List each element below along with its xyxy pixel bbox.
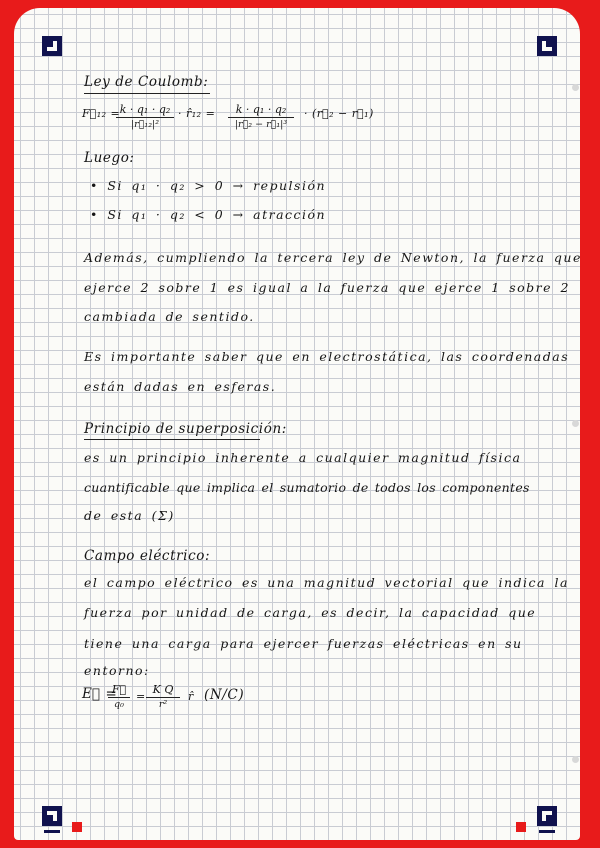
field-unit-vector: r̂ [188, 690, 194, 703]
coulomb-unit-vector: · r̂₁₂ = [178, 107, 216, 120]
superposition-heading: Principio de superposición: [84, 421, 287, 437]
coulomb-rhs: · (r⃗₂ − r⃗₁) [304, 107, 374, 120]
fraction-denominator: q₀ [114, 699, 124, 710]
fraction-denominator: |r⃗₁₂|² [130, 119, 160, 130]
fraction-denominator: |r⃗₂ − r⃗₁|³ [234, 119, 288, 130]
binder-hole [572, 84, 579, 91]
field-unit: (N/C) [204, 687, 245, 703]
corner-bar-icon [539, 830, 555, 833]
superposition-line: de esta (Σ) [84, 508, 175, 523]
field-equals: = [136, 690, 146, 703]
coulomb-lhs: F⃗₁₂ = [82, 107, 121, 120]
corner-marker-icon [42, 36, 62, 56]
binder-hole [572, 420, 579, 427]
field-line: el campo eléctrico es una magnitud vectorial que indica la [84, 575, 569, 590]
field-line: tiene una carga para ejercer fuerzas eléctricas en su [84, 636, 523, 651]
field-fraction-2 [146, 683, 180, 710]
coulomb-heading: Ley de Coulomb: [84, 74, 209, 90]
field-fraction-1 [108, 683, 130, 710]
electrostatics-line: están dadas en esferas. [84, 379, 277, 394]
binder-hole [572, 756, 579, 763]
coulomb-fraction-2 [228, 103, 294, 130]
fraction-numerator: k · q₁ · q₂ [116, 103, 174, 118]
heading-underline [84, 439, 260, 440]
fraction-numerator: K Q [146, 683, 180, 698]
electrostatics-line: Es importante saber que en electrostática, las coordenadas [84, 349, 570, 364]
luego-heading: Luego: [84, 150, 135, 166]
red-square-icon [72, 822, 82, 832]
field-lhs: E⃗ = [82, 686, 118, 702]
coulomb-fraction-1 [116, 103, 174, 130]
newton-line: Además, cumpliendo la tercera ley de Newton, la fuerza que [84, 250, 582, 265]
field-line: fuerza por unidad de carga, es decir, la capacidad que [84, 605, 537, 620]
fraction-denominator: r² [158, 699, 168, 710]
field-heading: Campo eléctrico: [84, 548, 211, 564]
superposition-line: es un principio inherente a cualquier magnitud física [84, 450, 522, 465]
corner-marker-icon [42, 806, 62, 826]
red-square-icon [516, 822, 526, 832]
corner-bar-icon [44, 830, 60, 833]
field-line: entorno: [84, 663, 150, 678]
newton-line: cambiada de sentido. [84, 309, 255, 324]
case-repulsion: • Si q₁ · q₂ > 0 → repulsión [90, 178, 327, 193]
corner-marker-icon [537, 36, 557, 56]
fraction-numerator: k · q₁ · q₂ [228, 103, 294, 118]
corner-marker-icon [537, 806, 557, 826]
fraction-numerator: F⃗ [108, 683, 130, 698]
superposition-line: cuantificable que implica el sumatorio de todos los componentes [84, 480, 530, 495]
heading-underline [84, 93, 210, 94]
case-attraction: • Si q₁ · q₂ < 0 → atracción [90, 207, 327, 222]
newton-line: ejerce 2 sobre 1 es igual a la fuerza que ejerce 1 sobre 2 [84, 280, 570, 295]
